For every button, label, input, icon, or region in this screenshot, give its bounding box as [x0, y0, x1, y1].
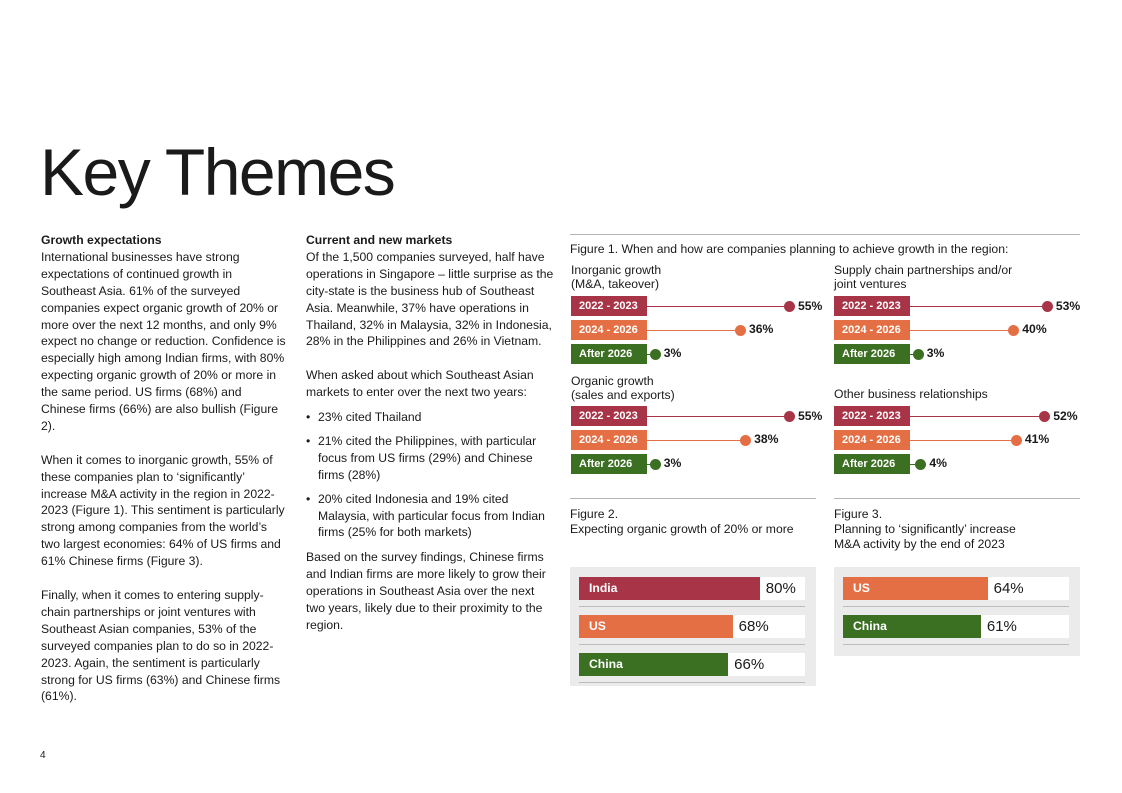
growth-expectations-section [41, 232, 287, 722]
panel-title [834, 264, 1012, 291]
bar-category-label: China [589, 657, 623, 671]
paragraph: When it comes to inorganic growth, 55% of these companies plan to ‘significantly’ increase M&A activity in the region in 2022-2023 (Figure 1). This sentiment is particularly strong among companies from the world’s two largest economies: 64% of US firms and 61% Chinese firms (Figure 3). [41, 452, 285, 569]
lollipop-dot [915, 459, 926, 470]
value-label: 3% [663, 456, 682, 470]
bar-value-label: 68% [738, 618, 769, 635]
divider [834, 498, 1080, 499]
markets-list [306, 409, 556, 541]
bar-row [843, 615, 1069, 638]
section-heading: Growth expectations [41, 233, 162, 247]
bar-value-label: 64% [993, 580, 1024, 597]
figure-label: Figure 1. [570, 242, 619, 256]
lollipop-row [834, 406, 1084, 426]
divider [570, 234, 1080, 235]
value-label: 3% [663, 346, 682, 360]
lollipop-row [571, 454, 821, 474]
value-label: 55% [798, 299, 823, 313]
lollipop-dot [650, 349, 661, 360]
category-label: After 2026 [834, 344, 910, 364]
bar-separator [579, 606, 805, 607]
bar-row [843, 577, 1069, 600]
figure-label: Figure 2. [570, 507, 619, 521]
lollipop-row [834, 344, 1084, 364]
bar-category-label: China [853, 619, 887, 633]
lollipop-line [910, 416, 1044, 417]
panel-title-line: Inorganic growth [571, 263, 662, 277]
panel-title-line: Organic growth [571, 374, 654, 388]
paragraph: Based on the survey findings, Chinese firms and Indian firms are more likely to grow their operations in Southeast Asia over the next two years, likely due to their proximity to the region. [306, 550, 546, 633]
lollipop-line [647, 330, 740, 331]
category-label: 2022 - 2023 [834, 296, 910, 316]
panel-title [571, 375, 675, 402]
figure-caption-text: When and how are companies planning to achieve growth in the region: [621, 242, 1009, 256]
bar-separator [579, 682, 805, 683]
panel-subtitle: (sales and exports) [571, 387, 675, 402]
figure-caption-text: Expecting organic growth of 20% or more [570, 522, 794, 536]
paragraph: Finally, when it comes to entering supply-chain partnerships or joint ventures with Southeast Asian companies, 53% of the surveyed companies plan to do so in 2022-2023. Again, the sentiment is particularly strong for US firms (63%) and Chinese firms (61%). [41, 588, 281, 704]
lollipop-dot [1042, 301, 1053, 312]
bar-category-label: India [589, 581, 618, 595]
category-label: 2022 - 2023 [571, 406, 647, 426]
lollipop-row [834, 430, 1084, 450]
lollipop-line [647, 306, 789, 307]
figure-label: Figure 3. [834, 507, 883, 521]
panel-title [571, 264, 661, 291]
bar-value-label: 61% [986, 618, 1017, 635]
category-label: After 2026 [571, 344, 647, 364]
lollipop-row [571, 430, 821, 450]
value-label: 38% [754, 432, 779, 446]
lollipop-dot [1011, 435, 1022, 446]
panel-title [834, 388, 988, 402]
paragraph: Of the 1,500 companies surveyed, half have operations in Singapore – little surprise as the city-state is the business hub of Southeast Asia. Meanwhile, 37% have operations in Thailand, 32% in Malaysia, 32% in Indonesia, 28% in the Philippines and 26% in Vietnam. [306, 249, 554, 349]
lollipop-dot [913, 349, 924, 360]
category-label: After 2026 [571, 454, 647, 474]
category-label: 2024 - 2026 [834, 320, 910, 340]
value-label: 53% [1055, 299, 1081, 313]
lollipop-line [910, 306, 1047, 307]
lollipop-line [910, 330, 1013, 331]
lollipop-row [834, 296, 1084, 316]
value-label: 4% [929, 456, 947, 470]
paragraph: When asked about which Southeast Asian markets to enter over the next two years: [306, 368, 534, 400]
value-label: 3% [926, 346, 945, 360]
category-label: 2024 - 2026 [571, 320, 647, 340]
lollipop-row [834, 320, 1084, 340]
bar-separator [843, 644, 1069, 645]
lollipop-row [571, 320, 821, 340]
panel-title-line: Other business relationships [834, 387, 988, 401]
lollipop-line [647, 440, 745, 441]
bar-row [579, 577, 805, 600]
divider [570, 498, 816, 499]
paragraph: International businesses have strong expectations of continued growth in Southeast Asia. 61% of the surveyed companies expect organic growth of 20% or more over the next 12 months, and only 9% expect no change or reduction. Confidence is especially high among Indian firms, with 80% expecting organic growth of 20% or more in the same period. US firms (68%) and Chinese firms (66%) are also bullish (Figure 2). [41, 249, 286, 433]
value-label: 52% [1053, 409, 1078, 423]
category-label: 2022 - 2023 [834, 406, 910, 426]
current-new-markets-section [306, 232, 556, 651]
lollipop-row [571, 344, 821, 364]
lollipop-dot [740, 435, 751, 446]
lollipop-row [834, 454, 1084, 474]
bar-row [579, 653, 805, 676]
panel-subtitle: joint ventures [834, 276, 907, 291]
section-heading: Current and new markets [306, 233, 453, 247]
lollipop-line [910, 440, 1016, 441]
figure-caption-text: Planning to ‘significantly’ increase [834, 522, 1016, 536]
panel-title-line: Supply chain partnerships and/or [834, 263, 1013, 277]
lollipop-row [571, 296, 821, 316]
value-label: 55% [798, 409, 823, 423]
list-item: • 23% cited Thailand [306, 409, 556, 426]
bar-separator [579, 644, 805, 645]
figure2-caption [570, 507, 820, 537]
category-label: 2022 - 2023 [571, 296, 647, 316]
lollipop-dot [1008, 325, 1019, 336]
lollipop-dot [784, 301, 795, 312]
category-label: After 2026 [834, 454, 910, 474]
page-number: 4 [40, 750, 46, 761]
figure1-caption [570, 242, 1090, 257]
category-label: 2024 - 2026 [834, 430, 910, 450]
list-item: • 20% cited Indonesia and 19% cited Malaysia, with particular focus from Indian firms (25% for both markets) [306, 491, 556, 542]
list-item: • 21% cited the Philippines, with particular focus from US firms (29%) and Chinese firms (28%) [306, 433, 556, 484]
figure3-chart [834, 567, 1080, 656]
lollipop-dot [735, 325, 746, 336]
bar-value-label: 66% [734, 656, 765, 673]
value-label: 40% [1022, 322, 1047, 336]
bar-value-label: 80% [765, 580, 796, 597]
lollipop-line [647, 416, 789, 417]
lollipop-dot [784, 411, 795, 422]
bar-row [579, 615, 805, 638]
page-title: Key Themes [40, 135, 395, 209]
bar-category-label: US [853, 581, 870, 595]
bar-category-label: US [589, 619, 606, 633]
value-label: 36% [748, 322, 774, 336]
value-label: 41% [1024, 432, 1050, 446]
lollipop-dot [650, 459, 661, 470]
category-label: 2024 - 2026 [571, 430, 647, 450]
figure3-caption [834, 507, 1084, 552]
lollipop-dot [1039, 411, 1050, 422]
figure-caption-text: M&A activity by the end of 2023 [834, 537, 1005, 551]
lollipop-row [571, 406, 821, 426]
bar-separator [843, 606, 1069, 607]
figure2-chart [570, 567, 816, 686]
panel-subtitle: (M&A, takeover) [571, 276, 660, 291]
